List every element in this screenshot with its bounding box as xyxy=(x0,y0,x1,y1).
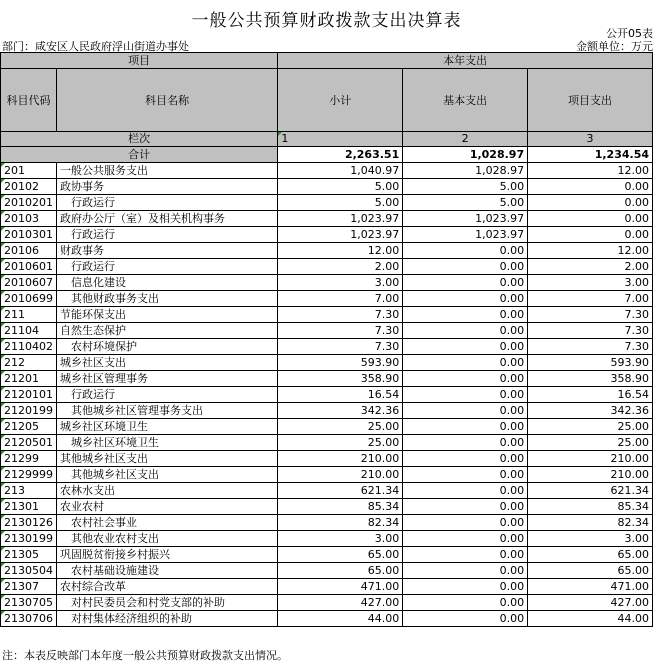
row-code: 21205 xyxy=(1,419,57,435)
row-subtotal: 427.00 xyxy=(278,595,403,611)
row-project: 210.00 xyxy=(528,467,653,483)
header-basic: 基本支出 xyxy=(403,69,528,132)
row-code: 21104 xyxy=(1,323,57,339)
row-code: 2110402 xyxy=(1,339,57,355)
row-project: 593.90 xyxy=(528,355,653,371)
row-basic: 0.00 xyxy=(403,259,528,275)
row-basic: 0.00 xyxy=(403,403,528,419)
row-project: 621.34 xyxy=(528,483,653,499)
row-subtotal: 25.00 xyxy=(278,435,403,451)
header-subtotal: 小计 xyxy=(278,69,403,132)
header-name: 科目名称 xyxy=(57,69,278,132)
row-code: 2010601 xyxy=(1,259,57,275)
row-project: 358.90 xyxy=(528,371,653,387)
row-code: 2010607 xyxy=(1,275,57,291)
total-subtotal: 2,263.51 xyxy=(278,147,403,163)
row-name: 政协事务 xyxy=(57,179,278,195)
row-project: 0.00 xyxy=(528,211,653,227)
row-subtotal: 1,040.97 xyxy=(278,163,403,179)
row-project: 471.00 xyxy=(528,579,653,595)
table-row xyxy=(1,179,653,195)
row-project: 12.00 xyxy=(528,243,653,259)
row-code: 2010201 xyxy=(1,195,57,211)
row-basic: 0.00 xyxy=(403,611,528,627)
row-project: 7.00 xyxy=(528,291,653,307)
row-project: 342.36 xyxy=(528,403,653,419)
row-project: 25.00 xyxy=(528,419,653,435)
footnote: 注：本表反映部门本年度一般公共预算财政拨款支出情况。 xyxy=(2,649,288,662)
report-title: 一般公共预算财政拨款支出决算表 xyxy=(191,11,462,31)
row-name: 农村社会事业 xyxy=(57,515,278,531)
row-name: 其他城乡社区支出 xyxy=(57,467,278,483)
row-basic: 0.00 xyxy=(403,483,528,499)
row-name: 行政运行 xyxy=(57,227,278,243)
row-basic: 0.00 xyxy=(403,323,528,339)
table-row xyxy=(1,323,653,339)
column-index-label: 栏次 xyxy=(1,132,278,147)
row-subtotal: 210.00 xyxy=(278,467,403,483)
row-project: 82.34 xyxy=(528,515,653,531)
row-basic: 5.00 xyxy=(403,179,528,195)
row-name: 自然生态保护 xyxy=(57,323,278,339)
table-row xyxy=(1,499,653,515)
table-row xyxy=(1,387,653,403)
row-name: 城乡社区环境卫生 xyxy=(57,419,278,435)
row-project: 16.54 xyxy=(528,387,653,403)
row-code: 21201 xyxy=(1,371,57,387)
row-code: 20102 xyxy=(1,179,57,195)
row-name: 农林水支出 xyxy=(57,483,278,499)
row-code: 20106 xyxy=(1,243,57,259)
header-project: 项目支出 xyxy=(528,69,653,132)
table-row xyxy=(1,595,653,611)
row-basic: 0.00 xyxy=(403,547,528,563)
row-code: 211 xyxy=(1,307,57,323)
department-label: 部门：咸安区人民政府浮山街道办事处 xyxy=(2,40,189,53)
row-code: 21305 xyxy=(1,547,57,563)
row-name: 农业农村 xyxy=(57,499,278,515)
row-project: 12.00 xyxy=(528,163,653,179)
row-basic: 0.00 xyxy=(403,595,528,611)
row-project: 3.00 xyxy=(528,531,653,547)
row-project: 85.34 xyxy=(528,499,653,515)
header-item: 项目 xyxy=(1,53,278,69)
row-basic: 0.00 xyxy=(403,243,528,259)
row-code: 2010699 xyxy=(1,291,57,307)
row-subtotal: 1,023.97 xyxy=(278,227,403,243)
row-basic: 0.00 xyxy=(403,291,528,307)
header-current-year: 本年支出 xyxy=(278,53,653,69)
row-code: 21299 xyxy=(1,451,57,467)
row-project: 65.00 xyxy=(528,547,653,563)
row-basic: 0.00 xyxy=(403,579,528,595)
row-subtotal: 1,023.97 xyxy=(278,211,403,227)
row-project: 44.00 xyxy=(528,611,653,627)
row-name: 其他农业农村支出 xyxy=(57,531,278,547)
row-basic: 0.00 xyxy=(403,355,528,371)
table-row xyxy=(1,467,653,483)
row-subtotal: 471.00 xyxy=(278,579,403,595)
row-code: 2130706 xyxy=(1,611,57,627)
row-subtotal: 7.30 xyxy=(278,323,403,339)
total-label: 合计 xyxy=(1,147,278,163)
row-subtotal: 25.00 xyxy=(278,419,403,435)
table-row xyxy=(1,227,653,243)
row-project: 7.30 xyxy=(528,323,653,339)
row-project: 0.00 xyxy=(528,179,653,195)
row-name: 农村综合改革 xyxy=(57,579,278,595)
row-name: 行政运行 xyxy=(57,195,278,211)
table-row xyxy=(1,275,653,291)
row-subtotal: 3.00 xyxy=(278,531,403,547)
column-index-2: 2 xyxy=(403,132,528,147)
table-row xyxy=(1,195,653,211)
table-row xyxy=(1,355,653,371)
row-basic: 0.00 xyxy=(403,563,528,579)
row-name: 其他城乡社区管理事务支出 xyxy=(57,403,278,419)
row-project: 7.30 xyxy=(528,307,653,323)
row-basic: 0.00 xyxy=(403,467,528,483)
row-name: 行政运行 xyxy=(57,259,278,275)
row-basic: 0.00 xyxy=(403,531,528,547)
row-project: 427.00 xyxy=(528,595,653,611)
row-subtotal: 342.36 xyxy=(278,403,403,419)
table-row xyxy=(1,483,653,499)
column-index-1: 1 xyxy=(278,132,403,147)
row-basic: 1,028.97 xyxy=(403,163,528,179)
row-name: 其他财政事务支出 xyxy=(57,291,278,307)
row-name: 信息化建设 xyxy=(57,275,278,291)
row-name: 其他城乡社区支出 xyxy=(57,451,278,467)
row-subtotal: 593.90 xyxy=(278,355,403,371)
row-subtotal: 65.00 xyxy=(278,563,403,579)
row-basic: 0.00 xyxy=(403,451,528,467)
table-row xyxy=(1,419,653,435)
row-basic: 0.00 xyxy=(403,419,528,435)
row-name: 城乡社区支出 xyxy=(57,355,278,371)
row-subtotal: 82.34 xyxy=(278,515,403,531)
row-basic: 0.00 xyxy=(403,387,528,403)
total-project: 1,234.54 xyxy=(528,147,653,163)
row-basic: 0.00 xyxy=(403,435,528,451)
row-name: 一般公共服务支出 xyxy=(57,163,278,179)
row-code: 20103 xyxy=(1,211,57,227)
row-subtotal: 5.00 xyxy=(278,195,403,211)
row-project: 0.00 xyxy=(528,227,653,243)
row-name: 巩固脱贫衔接乡村振兴 xyxy=(57,547,278,563)
row-basic: 0.00 xyxy=(403,515,528,531)
table-row xyxy=(1,339,653,355)
row-basic: 0.00 xyxy=(403,499,528,515)
total-basic: 1,028.97 xyxy=(403,147,528,163)
row-code: 21307 xyxy=(1,579,57,595)
row-name: 对村民委员会和村党支部的补助 xyxy=(57,595,278,611)
unit-label: 金额单位：万元 xyxy=(576,40,653,53)
table-row xyxy=(1,163,653,179)
row-name: 行政运行 xyxy=(57,387,278,403)
row-subtotal: 7.30 xyxy=(278,339,403,355)
row-subtotal: 44.00 xyxy=(278,611,403,627)
table-row xyxy=(1,243,653,259)
row-code: 2130504 xyxy=(1,563,57,579)
row-name: 节能环保支出 xyxy=(57,307,278,323)
row-basic: 0.00 xyxy=(403,339,528,355)
row-subtotal: 5.00 xyxy=(278,179,403,195)
table-row xyxy=(1,435,653,451)
table-row xyxy=(1,579,653,595)
row-name: 农村基础设施建设 xyxy=(57,563,278,579)
column-index-3: 3 xyxy=(528,132,653,147)
table-row xyxy=(1,403,653,419)
row-basic: 5.00 xyxy=(403,195,528,211)
row-project: 3.00 xyxy=(528,275,653,291)
row-project: 2.00 xyxy=(528,259,653,275)
row-code: 213 xyxy=(1,483,57,499)
row-basic: 0.00 xyxy=(403,307,528,323)
row-subtotal: 210.00 xyxy=(278,451,403,467)
row-code: 2130705 xyxy=(1,595,57,611)
row-code: 201 xyxy=(1,163,57,179)
row-subtotal: 621.34 xyxy=(278,483,403,499)
table-row xyxy=(1,547,653,563)
row-subtotal: 16.54 xyxy=(278,387,403,403)
table-row xyxy=(1,451,653,467)
table-row xyxy=(1,611,653,627)
header-code: 科目代码 xyxy=(1,69,57,132)
row-name: 农村环境保护 xyxy=(57,339,278,355)
row-code: 2120101 xyxy=(1,387,57,403)
row-subtotal: 7.30 xyxy=(278,307,403,323)
row-name: 政府办公厅（室）及相关机构事务 xyxy=(57,211,278,227)
row-code: 2130126 xyxy=(1,515,57,531)
table-row xyxy=(1,371,653,387)
row-project: 65.00 xyxy=(528,563,653,579)
table-row xyxy=(1,307,653,323)
table-row xyxy=(1,211,653,227)
table-row xyxy=(1,563,653,579)
table-row xyxy=(1,531,653,547)
table-row xyxy=(1,291,653,307)
row-subtotal: 2.00 xyxy=(278,259,403,275)
row-code: 2120501 xyxy=(1,435,57,451)
row-subtotal: 3.00 xyxy=(278,275,403,291)
row-code: 2010301 xyxy=(1,227,57,243)
row-name: 城乡社区管理事务 xyxy=(57,371,278,387)
row-subtotal: 65.00 xyxy=(278,547,403,563)
row-name: 城乡社区环境卫生 xyxy=(57,435,278,451)
expenditure-table xyxy=(0,52,653,627)
row-basic: 0.00 xyxy=(403,275,528,291)
row-subtotal: 12.00 xyxy=(278,243,403,259)
table-row xyxy=(1,259,653,275)
row-basic: 0.00 xyxy=(403,371,528,387)
row-name: 对村集体经济组织的补助 xyxy=(57,611,278,627)
row-project: 7.30 xyxy=(528,339,653,355)
row-subtotal: 85.34 xyxy=(278,499,403,515)
row-code: 2129999 xyxy=(1,467,57,483)
row-code: 21301 xyxy=(1,499,57,515)
row-name: 财政事务 xyxy=(57,243,278,259)
row-basic: 1,023.97 xyxy=(403,211,528,227)
row-project: 25.00 xyxy=(528,435,653,451)
row-subtotal: 7.00 xyxy=(278,291,403,307)
row-project: 210.00 xyxy=(528,451,653,467)
row-subtotal: 358.90 xyxy=(278,371,403,387)
row-project: 0.00 xyxy=(528,195,653,211)
row-basic: 1,023.97 xyxy=(403,227,528,243)
row-code: 2130199 xyxy=(1,531,57,547)
form-code: 公开05表 xyxy=(606,27,653,40)
row-code: 212 xyxy=(1,355,57,371)
row-code: 2120199 xyxy=(1,403,57,419)
table-row xyxy=(1,515,653,531)
